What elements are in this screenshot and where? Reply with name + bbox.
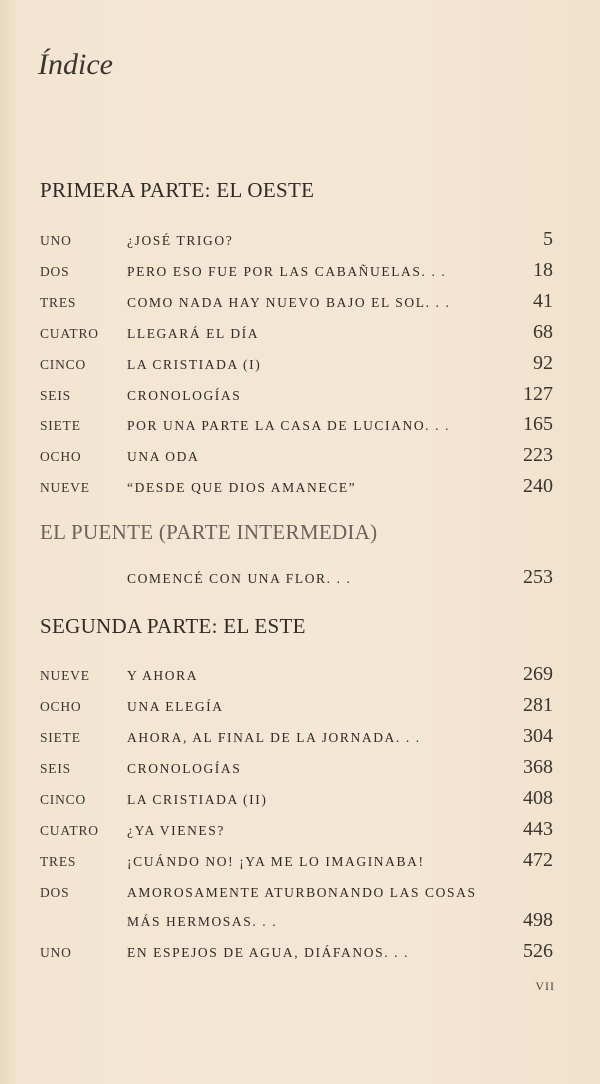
toc-entry [0,566,600,592]
chapter-title: CRONOLOGÍAS [127,761,242,776]
chapter-number: SIETE [40,730,81,745]
chapter-title: EN ESPEJOS DE AGUA, DIÁFANOS. . . [127,945,410,960]
chapter-number: CUATRO [40,326,99,341]
chapter-title: LA CRISTIADA (I) [127,357,262,372]
toc-entry [0,413,600,439]
page-number: 18 [533,259,553,281]
chapter-title: PERO ESO FUE POR LAS CABAÑUELAS. . . [127,264,447,279]
page-number: 368 [523,756,553,778]
toc-entry [0,940,600,966]
chapter-number: OCHO [40,449,82,464]
chapter-title: AMOROSAMENTE ATURBONANDO LAS COSAS [127,885,477,900]
toc-entry [0,909,600,935]
page-folio: VII [535,979,555,993]
chapter-number: CUATRO [40,823,99,838]
page-number: 408 [523,787,553,809]
chapter-number: CINCO [40,792,87,807]
chapter-title: MÁS HERMOSAS. . . [127,914,278,929]
chapter-title: ¡CUÁNDO NO! ¡YA ME LO IMAGINABA! [127,854,425,869]
chapter-number: DOS [40,885,70,900]
page-number: 281 [523,694,553,716]
chapter-number: DOS [40,264,70,279]
toc-entry [0,725,600,751]
toc-entry [0,787,600,813]
toc-entry [0,756,600,782]
page-number: 165 [523,413,553,435]
toc-entry [0,321,600,347]
chapter-title: COMO NADA HAY NUEVO BAJO EL SOL. . . [127,295,451,310]
page-number: 223 [523,444,553,466]
page-number: 5 [543,228,553,250]
chapter-title: Y AHORA [127,668,199,683]
index-title: Índice [38,48,113,81]
toc-entry [0,694,600,720]
toc-entry [0,383,600,409]
chapter-title: COMENCÉ CON UNA FLOR. . . [127,571,352,586]
toc-entry [0,352,600,378]
page-number: 269 [523,663,553,685]
chapter-title: UNA ELEGÍA [127,699,224,714]
toc-entry [0,849,600,875]
chapter-number: UNO [40,945,72,960]
toc-entry [0,475,600,501]
page-number: 253 [523,566,553,588]
chapter-title: UNA ODA [127,449,200,464]
chapter-title: ¿YA VIENES? [127,823,225,838]
page-number: 443 [523,818,553,840]
chapter-title: AHORA, AL FINAL DE LA JORNADA. . . [127,730,421,745]
chapter-number: SEIS [40,388,71,403]
page-number: 127 [523,383,553,405]
chapter-title: ¿JOSÉ TRIGO? [127,233,234,248]
page-number: 240 [523,475,553,497]
chapter-number: NUEVE [40,480,90,495]
page-number: 41 [533,290,553,312]
chapter-title: POR UNA PARTE LA CASA DE LUCIANO. . . [127,418,451,433]
chapter-number: OCHO [40,699,82,714]
part-one-heading: PRIMERA PARTE: EL OESTE [40,178,315,202]
page-number: 498 [523,909,553,931]
toc-entry [0,818,600,844]
chapter-number: TRES [40,295,77,310]
toc-entry [0,290,600,316]
page-number: 304 [523,725,553,747]
chapter-number: SIETE [40,418,81,433]
toc-entry [0,228,600,254]
page-number: 68 [533,321,553,343]
toc-entry [0,259,600,285]
chapter-title: LLEGARÁ EL DÍA [127,326,260,341]
toc-entry [0,444,600,470]
page-number: 92 [533,352,553,374]
bridge-heading: EL PUENTE (PARTE INTERMEDIA) [40,520,378,544]
toc-entry [0,880,600,906]
toc-entry [0,663,600,689]
chapter-title: LA CRISTIADA (II) [127,792,268,807]
chapter-number: CINCO [40,357,87,372]
page-number: 526 [523,940,553,962]
chapter-number: TRES [40,854,77,869]
chapter-title: “DESDE QUE DIOS AMANECE” [127,480,357,495]
chapter-number: UNO [40,233,72,248]
chapter-title: CRONOLOGÍAS [127,388,242,403]
part-two-heading: SEGUNDA PARTE: EL ESTE [40,614,306,638]
page-number: 472 [523,849,553,871]
chapter-number: SEIS [40,761,71,776]
chapter-number: NUEVE [40,668,90,683]
